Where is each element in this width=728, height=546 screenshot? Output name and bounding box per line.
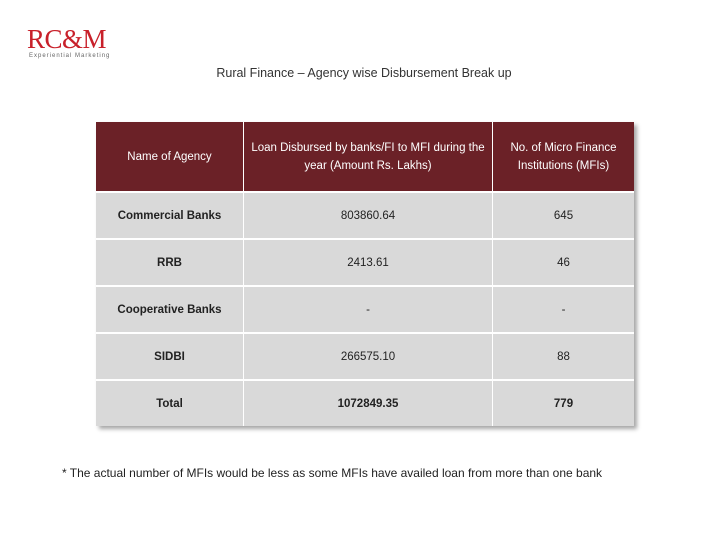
agency-name: RRB — [96, 239, 244, 286]
footnote: * The actual number of MFIs would be less as some MFIs have availed loan from more than one bank — [62, 466, 603, 480]
header-mfi-count: No. of Micro Finance Institutions (MFIs) — [493, 122, 635, 192]
agency-name: SIDBI — [96, 333, 244, 380]
table-row — [96, 239, 634, 286]
loan-amount: 266575.10 — [244, 333, 493, 380]
loan-amount: - — [244, 286, 493, 333]
loan-amount: 803860.64 — [244, 192, 493, 239]
mfi-count: 46 — [493, 239, 635, 286]
total-loan-amount: 1072849.35 — [244, 380, 493, 426]
company-logo — [27, 25, 110, 59]
mfi-count: 645 — [493, 192, 635, 239]
logo-tagline: Experiential Marketing — [29, 53, 111, 59]
table-row — [96, 286, 634, 333]
agency-name: Commercial Banks — [96, 192, 244, 239]
table-header-row — [96, 122, 634, 192]
total-mfi-count: 779 — [493, 380, 635, 426]
header-loan-disbursed: Loan Disbursed by banks/FI to MFI during the year (Amount Rs. Lakhs) — [244, 122, 493, 192]
slide-title: Rural Finance – Agency wise Disbursement Break up — [216, 66, 512, 80]
mfi-count: 88 — [493, 333, 635, 380]
logo-text: RC&M — [27, 24, 107, 54]
table-row — [96, 333, 634, 380]
agency-name: Cooperative Banks — [96, 286, 244, 333]
mfi-count: - — [493, 286, 635, 333]
total-label: Total — [96, 380, 244, 426]
disbursement-table — [96, 122, 634, 426]
loan-amount: 2413.61 — [244, 239, 493, 286]
table-total-row — [96, 380, 634, 426]
header-agency: Name of Agency — [96, 122, 244, 192]
table-row — [96, 192, 634, 239]
